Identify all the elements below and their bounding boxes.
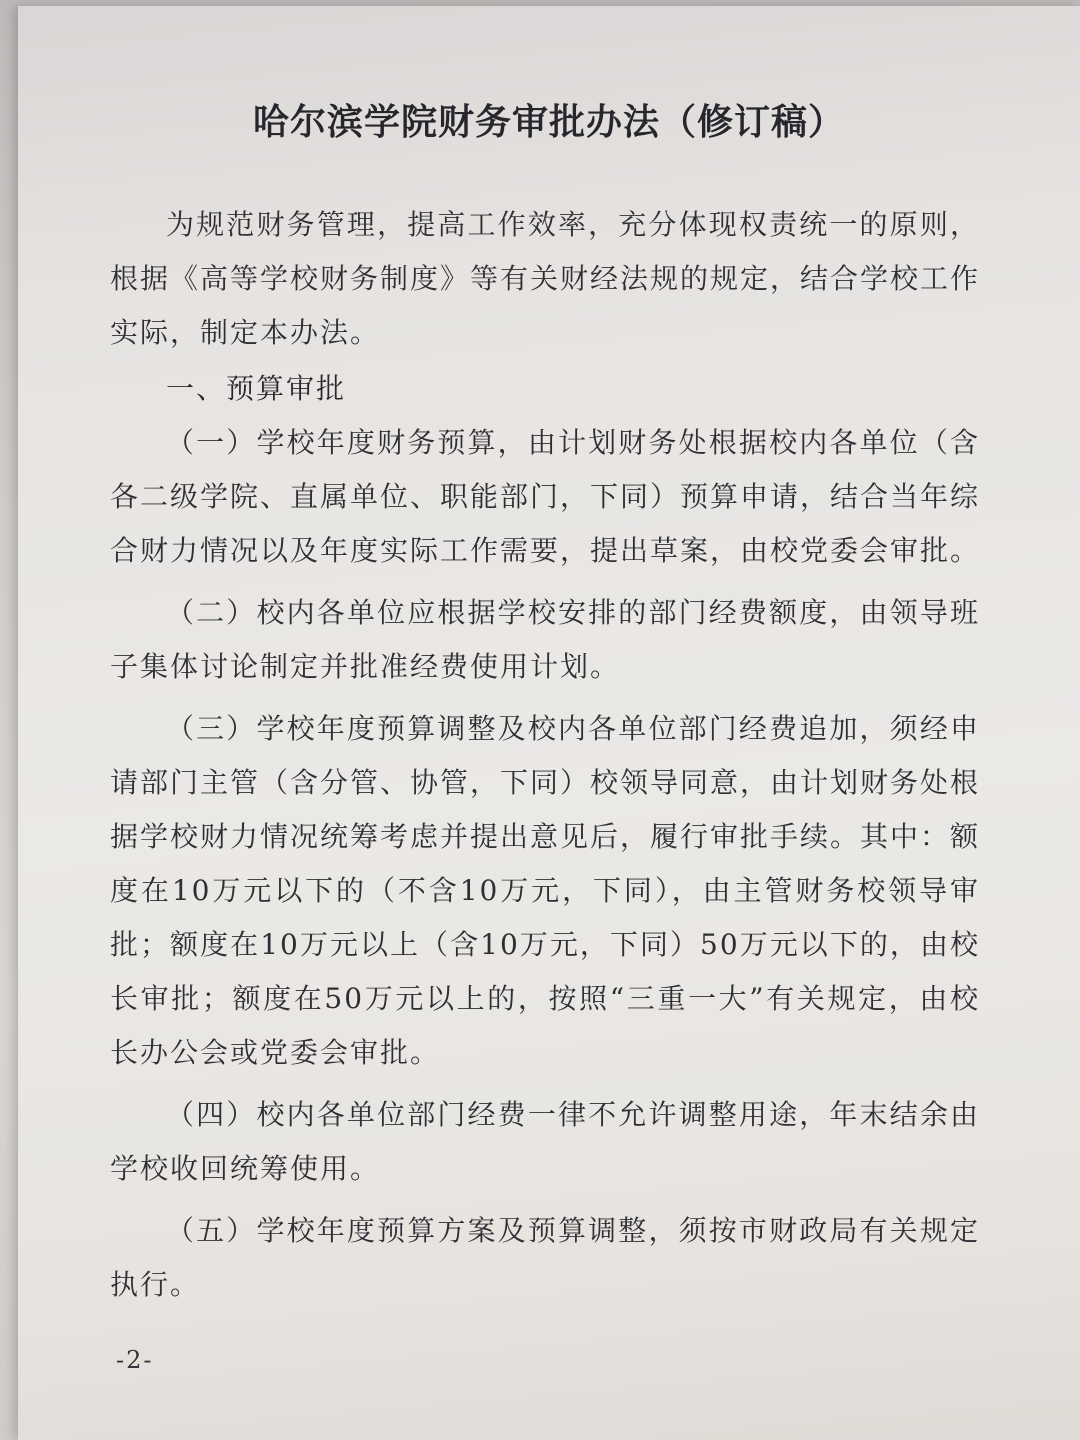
document-page (18, 6, 1080, 1440)
clause-2: （二）校内各单位应根据学校安排的部门经费额度，由领导班子集体讨论制定并批准经费使用计划。 (110, 596, 980, 683)
clause-1: （一）学校年度财务预算，由计划财务处根据校内各单位（含各二级学院、直属单位、职能部门，下同）预算申请，结合当年综合财力情况以及年度实际工作需要，提出草案，由校党委会审批。 (110, 426, 981, 567)
clause-4: （四）校内各单位部门经费一律不允许调整用途，年末结余由学校收回统筹使用。 (110, 1098, 980, 1185)
intro-paragraph: 为规范财务管理，提高工作效率，充分体现权责统一的原则，根据《高等学校财务制度》等有关财经法规的规定，结合学校工作实际，制定本办法。 (110, 208, 981, 349)
page-number: -2- (116, 1346, 154, 1374)
section-heading-budget-approval: 一、预算审批 (166, 372, 347, 405)
clause-5: （五）学校年度预算方案及预算调整，须按市财政局有关规定执行。 (110, 1214, 980, 1301)
document-body (110, 198, 980, 1312)
clause-3: （三）学校年度预算调整及校内各单位部门经费追加，须经申请部门主管（含分管、协管，下同）校领导同意，由计划财务处根据学校财力情况统筹考虑并提出意见后，履行审批手续。其中：额度在10万元以下的（不含10万元，下同），由主管财务校领导审批；额度在10万元以上（含10万元，下同）50万元以下的，由校长审批；额度在50万元以上的，按照“三重一大”有关规定，由校长办公会或党委会审批。 (110, 712, 981, 1069)
document-title: 哈尔滨学院财务审批办法（修订稿） (252, 102, 845, 143)
